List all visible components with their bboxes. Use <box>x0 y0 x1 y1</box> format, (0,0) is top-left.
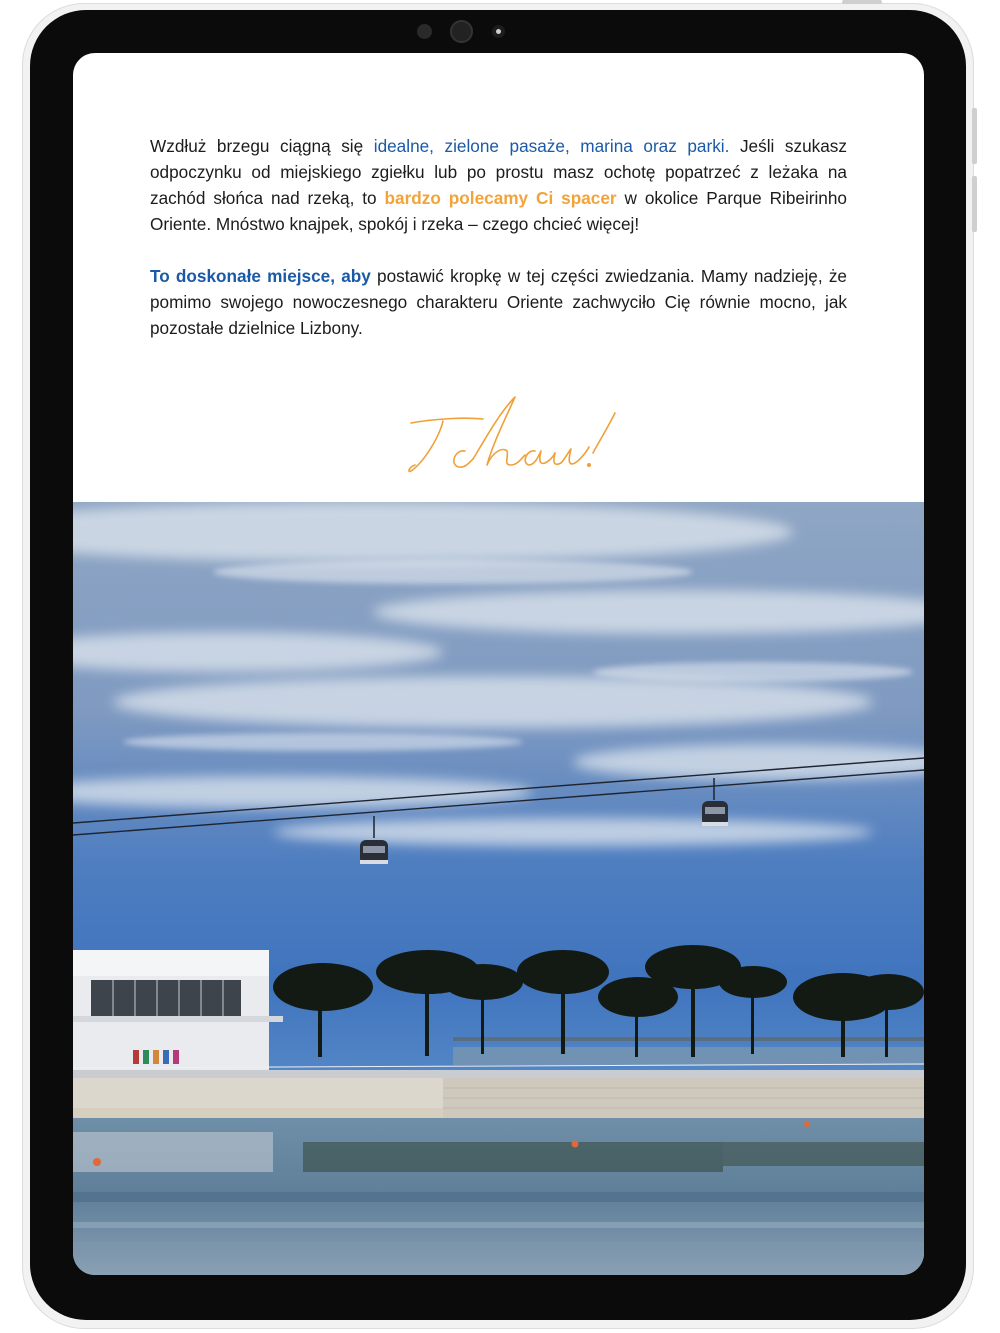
paragraph-1-text-cont: Jeśli szukasz odpoczynku od miejskiego zgiełku lub po prostu masz ochotę popatrzeć z leżaka na zachód słońca nad rzeką, to <box>150 136 847 208</box>
front-camera-icon <box>450 20 473 43</box>
paragraph-2 <box>150 263 847 341</box>
lisbon-cable-car-photo <box>73 502 924 1275</box>
paragraph-1-text: Wzdłuż brzegu ciągną się <box>150 136 374 156</box>
volume-up-button <box>972 108 977 164</box>
paragraph-1 <box>150 133 847 237</box>
tablet-screen <box>73 53 924 1275</box>
sensor-icon <box>417 24 432 39</box>
signature <box>403 393 633 483</box>
article-text <box>150 133 847 367</box>
signature-handwriting <box>403 393 633 483</box>
recommendation-highlight: bardzo polecamy Ci spacer <box>384 188 617 208</box>
paragraph-2-text: postawić kropkę w tej części zwiedzania. Mamy nadzieję, że pomimo swojego nowoczesnego charakteru Oriente zachwyciło Cię równie mocno, jak pozostałe dzielnice Lizbony. <box>150 266 847 338</box>
paragraph-1-text-end: w okolice Parque Ribeirinho Oriente. Mnóstwo knajpek, spokój i rzeka – czego chcieć więcej! <box>150 188 847 234</box>
volume-down-button <box>972 176 977 232</box>
power-button <box>842 0 882 4</box>
light-sensor-icon <box>492 25 505 38</box>
parks-link-text: idealne, zielone pasaże, marina oraz parki. <box>373 136 730 156</box>
paragraph-2-highlight: To doskonałe miejsce, aby <box>150 266 371 286</box>
